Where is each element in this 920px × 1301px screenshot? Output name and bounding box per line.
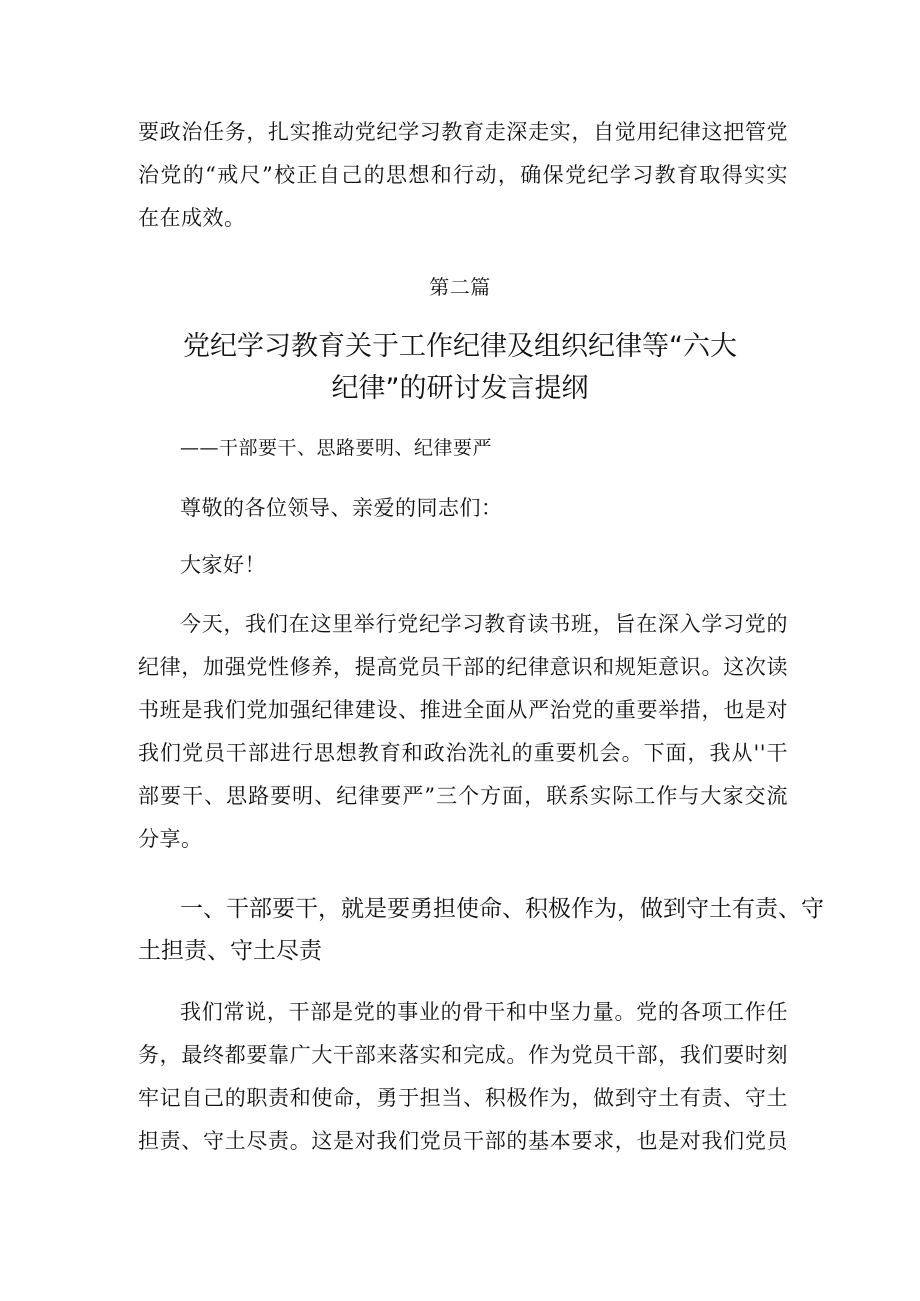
intro-line-4: 我们党员干部进行思想教育和政治洗礼的重要机会。下面，我从''干 bbox=[138, 741, 788, 765]
body1-line-2: 务，最终都要靠广大干部来落实和完成。作为党员干部，我们要时刻 bbox=[138, 1043, 788, 1067]
intro-line-2: 纪律，加强党性修养，提高党员干部的纪律意识和规矩意识。这次读 bbox=[138, 655, 788, 679]
section-label: 第二篇 bbox=[429, 275, 491, 299]
body1-line-3: 牢记自己的职责和使命，勇于担当、积极作为，做到守土有责、守土 bbox=[138, 1086, 788, 1110]
intro-line-6: 分享。 bbox=[138, 827, 203, 851]
document-subtitle: ——干部要干、思路要明、纪律要严 bbox=[180, 437, 493, 459]
body1-line-4: 担责、守土尽责。这是对我们党员干部的基本要求，也是对我们党员 bbox=[138, 1129, 788, 1153]
continuation-line-3: 在在成效。 bbox=[138, 206, 246, 230]
document-title-line-1: 党纪学习教育关于工作纪律及组织纪律等“六大 bbox=[183, 331, 737, 362]
section-heading-1-line-1: 一、干部要干，就是要勇担使命、积极作为，做到守土有责、守 bbox=[180, 896, 824, 922]
section-heading-1-line-2: 土担责、守土尽责 bbox=[138, 938, 322, 964]
intro-line-1: 今天，我们在这里举行党纪学习教育读书班，旨在深入学习党的 bbox=[180, 612, 788, 636]
document-title-line-2: 纪律”的研讨发言提纲 bbox=[331, 373, 589, 404]
greeting: 大家好！ bbox=[180, 553, 266, 577]
intro-line-3: 书班是我们党加强纪律建设、推进全面从严治党的重要举措，也是对 bbox=[138, 698, 788, 722]
body1-line-1: 我们常说，干部是党的事业的骨干和中坚力量。党的各项工作任 bbox=[180, 1000, 788, 1024]
salutation: 尊敬的各位领导、亲爱的同志们： bbox=[180, 496, 503, 520]
continuation-line-2: 治党的“戒尺”校正自己的思想和行动，确保党纪学习教育取得实实 bbox=[138, 163, 788, 187]
intro-line-5: 部要干、思路要明、纪律要严”三个方面，联系实际工作与大家交流 bbox=[138, 784, 788, 808]
continuation-line-1: 要政治任务，扎实推动党纪学习教育走深走实，自觉用纪律这把管党 bbox=[138, 120, 788, 144]
